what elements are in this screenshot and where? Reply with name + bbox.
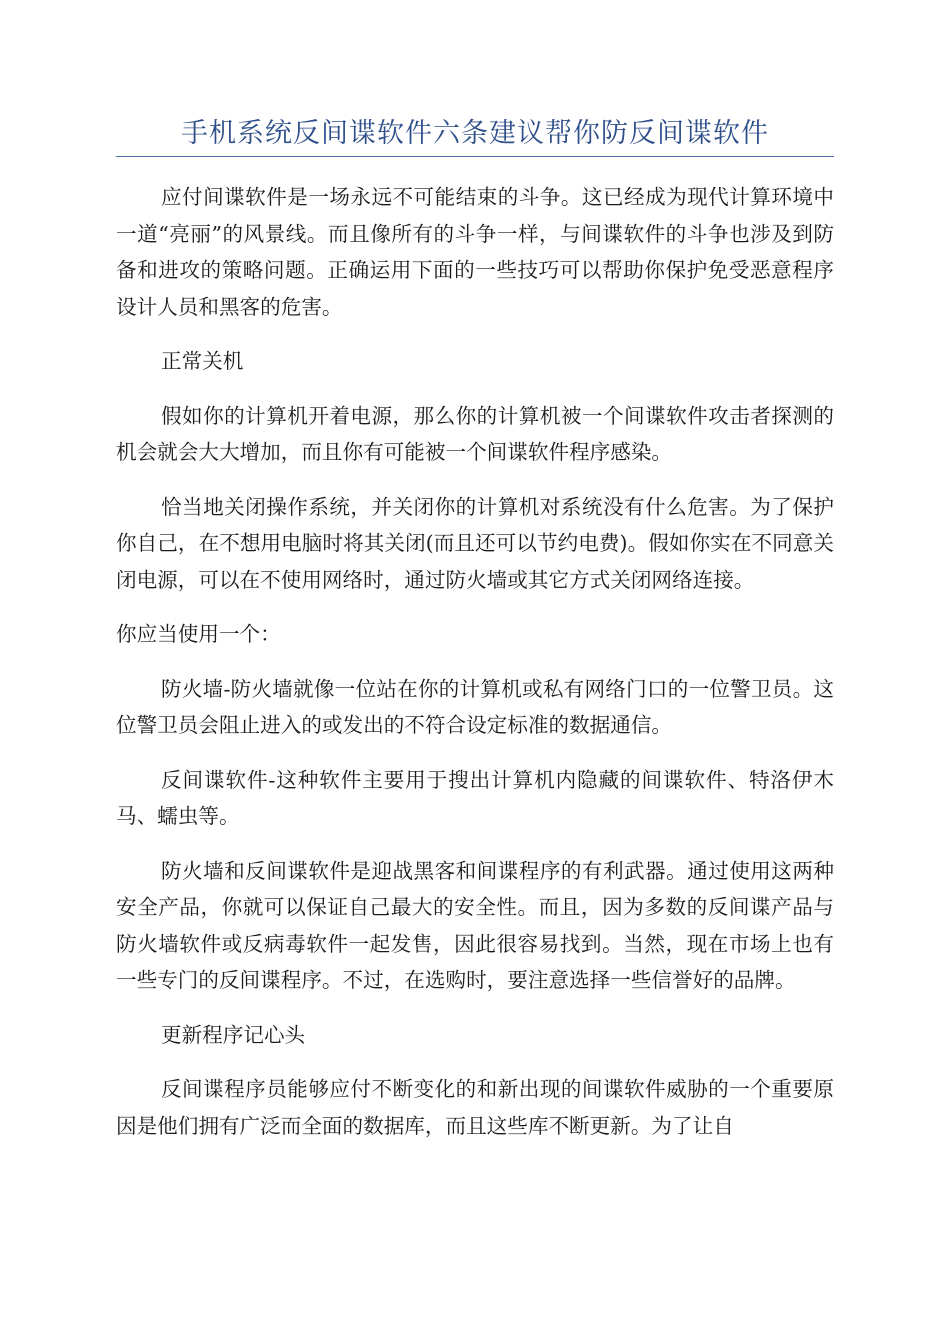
section-heading-shutdown: 正常关机	[161, 349, 244, 373]
document-body	[116, 179, 834, 1144]
paragraph-intro: 应付间谍软件是一场永远不可能结束的斗争。这已经成为现代计算环境中一道“亮丽”的风景线。而且像所有的斗争一样，与间谍软件的斗争也涉及到防备和进攻的策略问题。正确运用下面的一些技巧可以帮助你保护免受恶意程序设计人员和黑客的危害。	[116, 185, 834, 319]
paragraph-database-updates: 反间谍程序员能够应付不断变化的和新出现的间谍软件威胁的一个重要原因是他们拥有广泛而全面的数据库，而且这些库不断更新。为了让自	[116, 1077, 834, 1138]
section-heading-updates: 更新程序记心头	[161, 1022, 306, 1047]
document-page	[116, 0, 834, 1162]
paragraph-you-should-use: 你应当使用一个：	[116, 622, 281, 646]
paragraph-antispyware: 反间谍软件-这种软件主要用于搜出计算机内隐藏的间谍软件、特洛伊木马、蠕虫等。	[116, 767, 834, 828]
title-underline	[116, 156, 834, 157]
document-title: 手机系统反间谍软件六条建议帮你防反间谍软件	[181, 118, 769, 149]
paragraph-power-on-risk: 假如你的计算机开着电源，那么你的计算机被一个间谍软件攻击者探测的机会就会大大增加，而且你有可能被一个间谍软件程序感染。	[116, 403, 834, 464]
paragraph-firewall: 防火墙-防火墙就像一位站在你的计算机或私有网络门口的一位警卫员。这位警卫员会阻止进入的或发出的不符合设定标准的数据通信。	[116, 676, 834, 737]
paragraph-shutdown-advice: 恰当地关闭操作系统，并关闭你的计算机对系统没有什么危害。为了保护你自己，在不想用电脑时将其关闭(而且还可以节约电费)。假如你实在不同意关闭电源，可以在不使用网络时，通过防火墙或其它方式关闭网络连接。	[116, 494, 834, 592]
paragraph-security-products: 防火墙和反间谍软件是迎战黑客和间谍程序的有利武器。通过使用这两种安全产品，你就可以保证自己最大的安全性。而且，因为多数的反间谍产品与防火墙软件或反病毒软件一起发售，因此很容易找到。当然，现在市场上也有一些专门的反间谍程序。不过，在选购时，要注意选择一些信誉好的品牌。	[116, 858, 834, 992]
